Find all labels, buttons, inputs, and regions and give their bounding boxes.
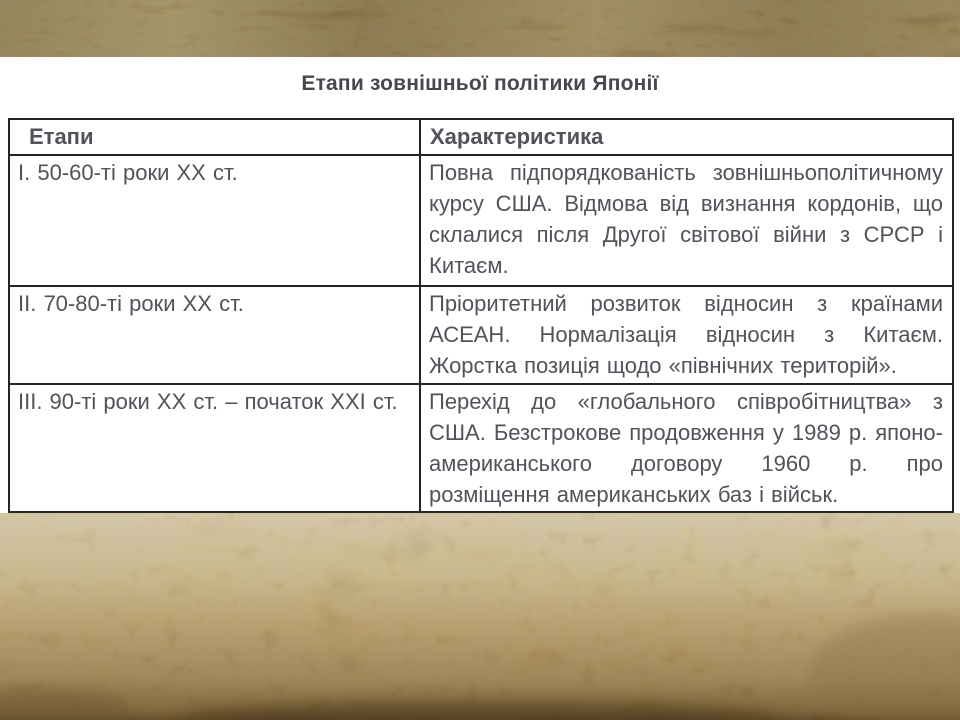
bottom-texture-band: [0, 513, 960, 720]
column-header-stages: Етапи: [9, 119, 420, 155]
description-cell: Повна підпорядкованість зовнішньополітичному курсу США. Відмова від визнання кордонів, що склалися після Другої світової війни з СРСР і Китаєм.: [420, 155, 953, 286]
stage-cell: I. 50-60-ті роки XX ст.: [9, 155, 420, 286]
table-row: [9, 384, 953, 512]
stages-table: [8, 118, 954, 513]
top-texture-band: [0, 0, 960, 57]
stage-cell: II. 70-80-ті роки XX ст.: [9, 286, 420, 384]
table-row: [9, 155, 953, 286]
description-cell: Пріоритетний розвиток відносин з країнами АСЕАН. Нормалізація відносин з Китаєм. Жорстка позиція щодо «північних територій».: [420, 286, 953, 384]
table-row: [9, 286, 953, 384]
stage-cell: III. 90-ті роки XX ст. – початок XXI ст.: [9, 384, 420, 512]
table-header-row: [9, 119, 953, 155]
description-cell: Перехід до «глобального співробітництва» з США. Безстрокове продовження у 1989 р. японо-американського договору 1960 р. про розміщення американських баз і військ.: [420, 384, 953, 512]
page-title: Етапи зовнішньої політики Японії: [301, 72, 659, 95]
bottom-texture-graphic: [0, 513, 960, 720]
top-texture-graphic: [0, 0, 960, 57]
column-header-characteristic: Характеристика: [420, 119, 953, 155]
content-area: [0, 57, 960, 513]
